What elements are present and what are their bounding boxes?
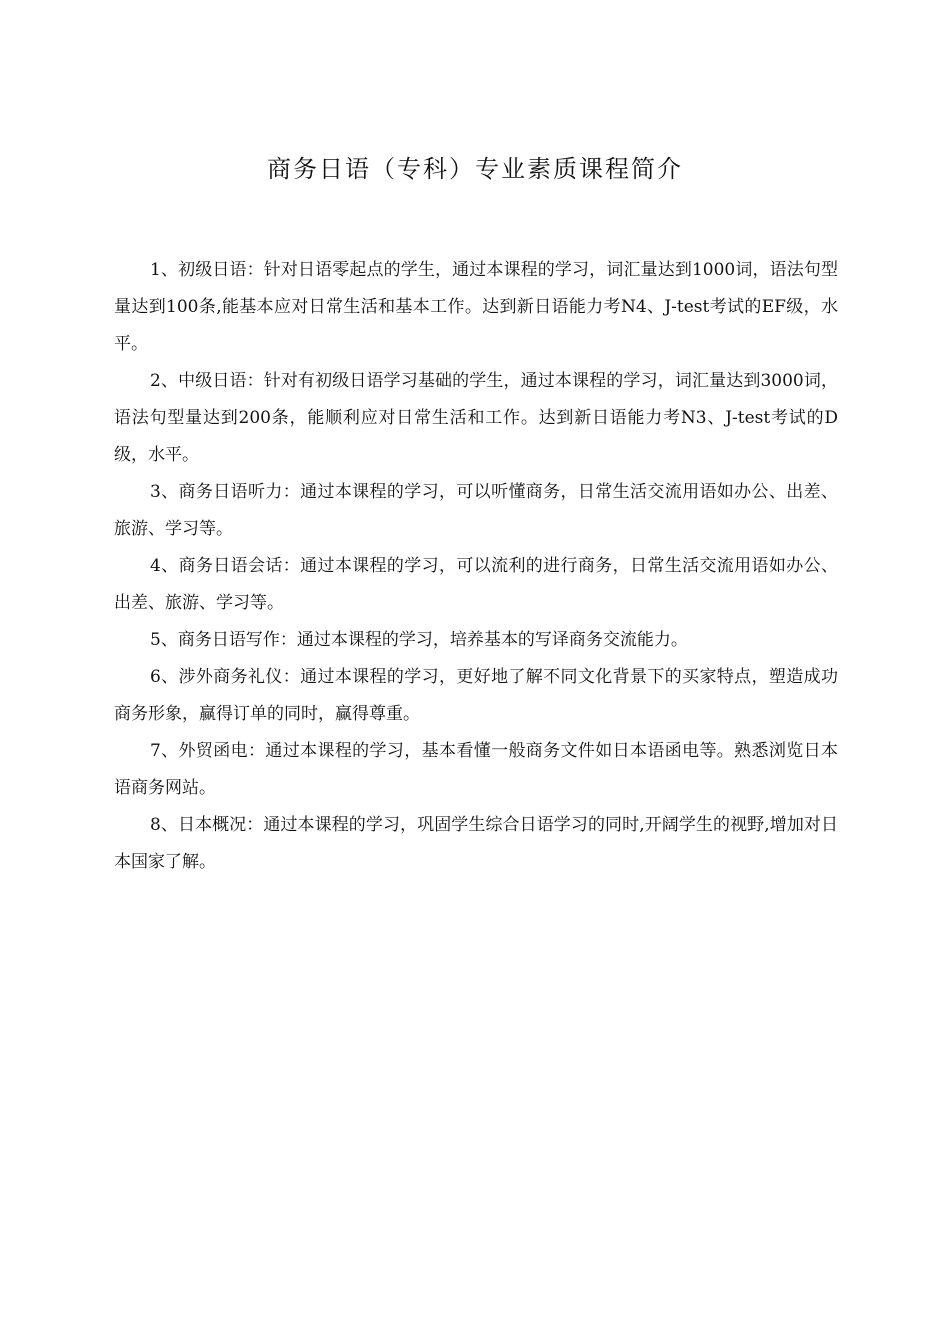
document-body — [114, 252, 838, 881]
document-title: 商务日语（专科）专业素质课程简介 — [267, 155, 683, 183]
course-paragraph-6: 6、涉外商务礼仪：通过本课程的学习，更好地了解不同文化背景下的买家特点，塑造成功商务形象，赢得订单的同时，赢得尊重。 — [114, 667, 838, 724]
course-paragraph-1: 1、初级日语：针对日语零起点的学生，通过本课程的学习，词汇量达到1000词，语法句型量达到100条,能基本应对日常生活和基本工作。达到新日语能力考N4、J-test考试的EF级，水平。 — [114, 260, 838, 354]
course-paragraph-5: 5、商务日语写作：通过本课程的学习，培养基本的写译商务交流能力。 — [150, 630, 688, 650]
course-paragraph-3: 3、商务日语听力：通过本课程的学习，可以听懂商务，日常生活交流用语如办公、出差、旅游、学习等。 — [114, 482, 838, 539]
course-paragraph-7: 7、外贸函电：通过本课程的学习，基本看懂一般商务文件如日本语函电等。熟悉浏览日本语商务网站。 — [114, 741, 838, 798]
course-paragraph-8: 8、日本概况：通过本课程的学习，巩固学生综合日语学习的同时,开阔学生的视野,增加对日本国家了解。 — [114, 815, 838, 872]
course-paragraph-4: 4、商务日语会话：通过本课程的学习，可以流利的进行商务，日常生活交流用语如办公、出差、旅游、学习等。 — [114, 556, 838, 613]
course-paragraph-2: 2、中级日语：针对有初级日语学习基础的学生，通过本课程的学习，词汇量达到3000词，语法句型量达到200条，能顺利应对日常生活和工作。达到新日语能力考N3、J-test考试的D级，水平。 — [114, 371, 838, 465]
